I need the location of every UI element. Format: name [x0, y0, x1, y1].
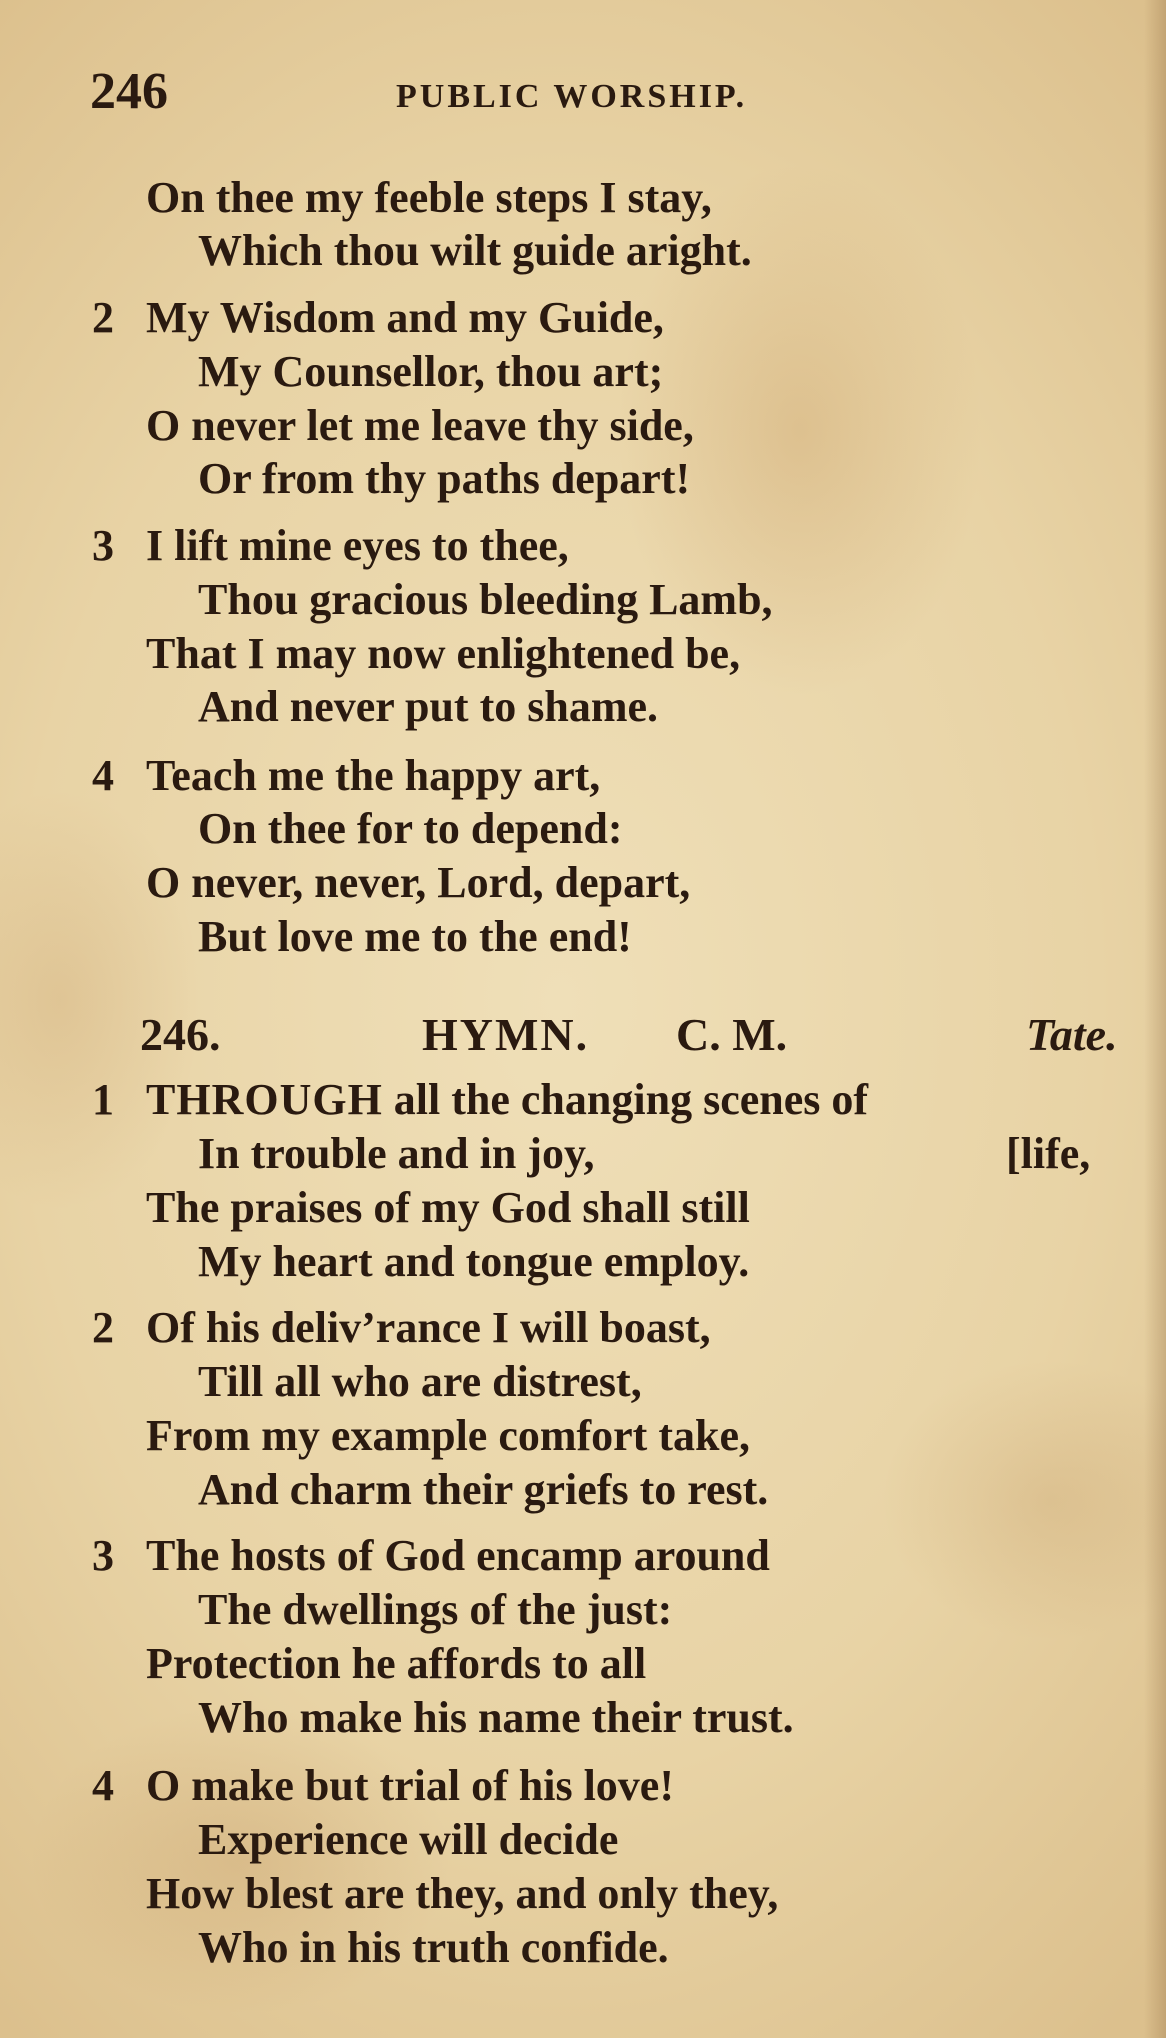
hymn-heading: [140, 1008, 1140, 1064]
verse-number: 2: [92, 293, 114, 342]
verse-line: O make but trial of his love!: [146, 1761, 674, 1810]
verse-line: That I may now enlightened be,: [146, 629, 741, 678]
verse-line: O never let me leave thy side,: [146, 401, 694, 450]
hymn-label: HYMN.: [422, 1009, 590, 1060]
page-edge-shadow: [1144, 0, 1166, 2038]
verse-line: Which thou wilt guide aright.: [198, 226, 752, 275]
hymn-author: Tate.: [1026, 1009, 1118, 1060]
verse-line: And never put to shame.: [198, 682, 659, 731]
verse-number: 3: [92, 1531, 114, 1580]
turnover-word: [life,: [1006, 1129, 1091, 1178]
verse-line: On thee my feeble steps I stay,: [146, 173, 712, 222]
running-title: PUBLIC WORSHIP.: [396, 78, 748, 115]
verse-line: My Counsellor, thou art;: [198, 347, 664, 396]
verse-line: Or from thy paths depart!: [198, 454, 691, 503]
verse-line: Of his deliv’rance I will boast,: [146, 1303, 711, 1352]
verse-line: Protection he affords to all: [146, 1639, 647, 1688]
verse-line: O never, never, Lord, depart,: [146, 858, 691, 907]
verse-number: 1: [92, 1075, 114, 1124]
verse-line: The praises of my God shall still: [146, 1183, 750, 1232]
page-number: 246: [90, 63, 168, 120]
verse-line: And charm their griefs to rest.: [198, 1465, 769, 1514]
running-head: [90, 62, 850, 122]
verse-line: On thee for to depend:: [198, 804, 623, 853]
hymn-number: 246.: [140, 1009, 221, 1060]
verse-number: 3: [92, 521, 114, 570]
verse-line: The hosts of God encamp around: [146, 1531, 770, 1580]
verse-line: Thou gracious bleeding Lamb,: [198, 575, 773, 624]
verse-line: Who in his truth confide.: [198, 1923, 669, 1972]
verse-line-text: all the changing scenes of: [393, 1075, 869, 1124]
verse-line: In trouble and in joy,: [198, 1129, 595, 1178]
verse-number: 4: [92, 751, 114, 800]
verse-line: How blest are they, and only they,: [146, 1869, 779, 1918]
verse-line: Teach me the happy art,: [146, 751, 601, 800]
verse-line: The dwellings of the just:: [198, 1585, 673, 1634]
verse-line: But love me to the end!: [198, 912, 632, 961]
verse-number: 2: [92, 1303, 114, 1352]
verse-line: From my example comfort take,: [146, 1411, 750, 1460]
verse-line: Experience will decide: [198, 1815, 619, 1864]
hymn-meter: C. M.: [676, 1009, 788, 1060]
verse-line: My Wisdom and my Guide,: [146, 293, 664, 342]
verse-line: My heart and tongue employ.: [198, 1237, 750, 1286]
verse-number: 4: [92, 1761, 114, 1810]
first-word: THROUGH: [146, 1075, 383, 1124]
verse-line: Who make his name their trust.: [198, 1693, 794, 1742]
verse-line: Till all who are distrest,: [198, 1357, 642, 1406]
verse-line: I lift mine eyes to thee,: [146, 521, 569, 570]
verse-line: [146, 1074, 868, 1126]
